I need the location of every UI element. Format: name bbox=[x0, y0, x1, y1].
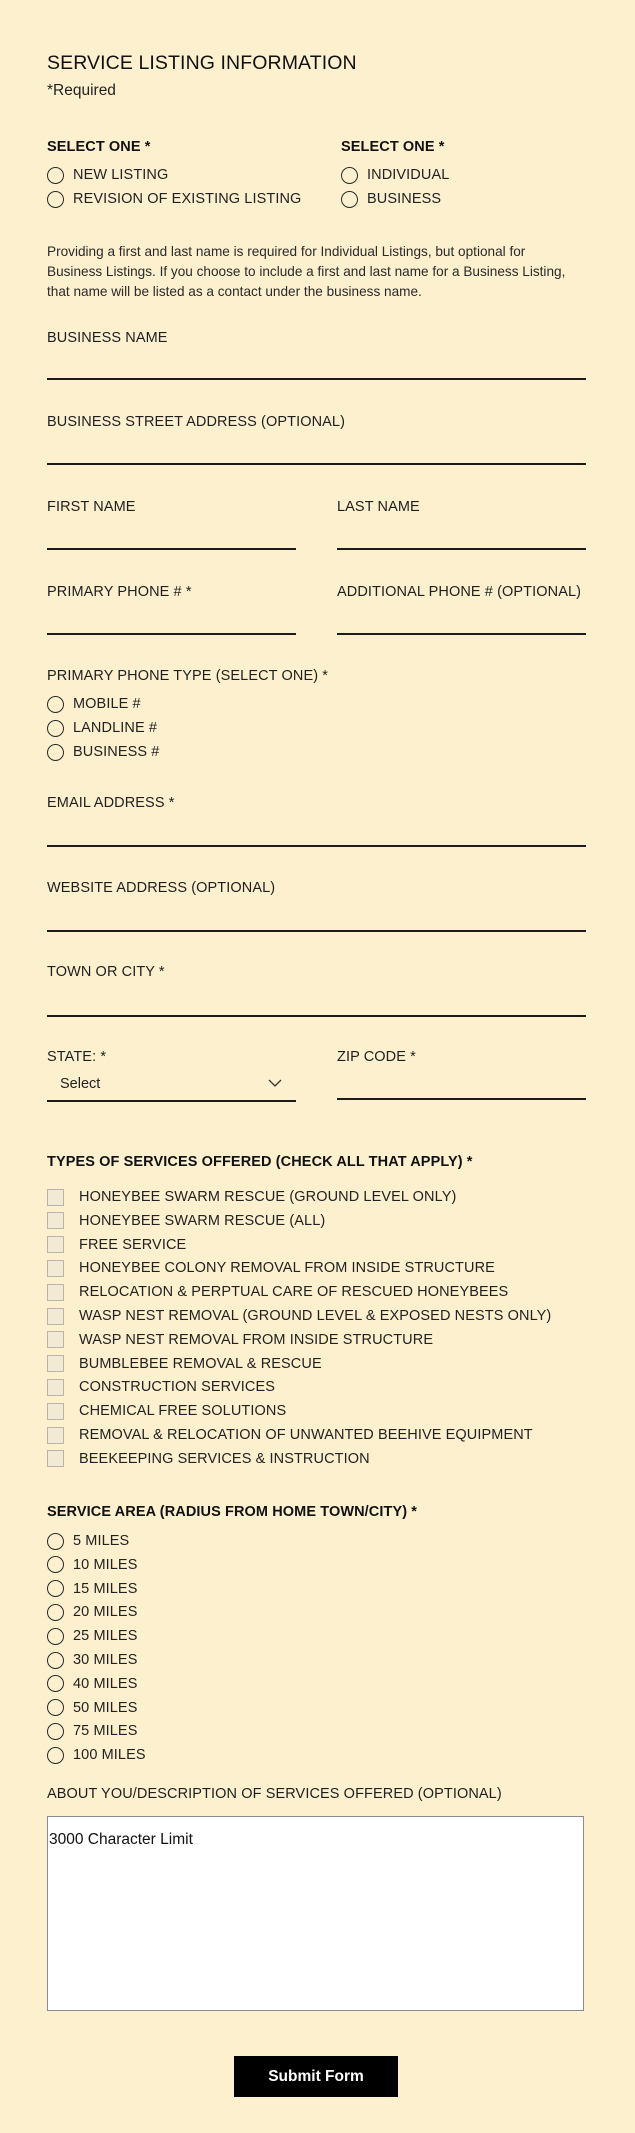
radio-circle[interactable] bbox=[47, 1675, 64, 1692]
radio-circle[interactable] bbox=[47, 696, 64, 713]
checkbox[interactable] bbox=[47, 1236, 64, 1253]
last-name-input[interactable] bbox=[337, 548, 586, 550]
town-input[interactable] bbox=[47, 1015, 586, 1017]
business-address-input[interactable] bbox=[47, 463, 586, 465]
checkbox[interactable] bbox=[47, 1212, 64, 1229]
service-area-option[interactable] bbox=[47, 1579, 137, 1599]
business-name-input[interactable] bbox=[47, 378, 586, 380]
checkbox[interactable] bbox=[47, 1189, 64, 1206]
checkbox[interactable] bbox=[47, 1450, 64, 1467]
service-area-option[interactable] bbox=[47, 1745, 146, 1765]
first-name-label: FIRST NAME bbox=[47, 499, 136, 515]
checkbox-label: RELOCATION & PERPTUAL CARE OF RESCUED HONEYBEES bbox=[79, 1284, 509, 1301]
primary-phone-input[interactable] bbox=[47, 633, 296, 635]
service-area-label: SERVICE AREA (RADIUS FROM HOME TOWN/CITY) * bbox=[47, 1504, 418, 1520]
service-option[interactable] bbox=[47, 1235, 186, 1255]
radio-individual[interactable] bbox=[341, 165, 449, 185]
radio-label: 5 MILES bbox=[73, 1533, 130, 1549]
service-option[interactable] bbox=[47, 1330, 433, 1350]
radio-business-phone[interactable] bbox=[47, 742, 159, 762]
radio-circle[interactable] bbox=[47, 1723, 64, 1740]
about-placeholder: 3000 Character Limit bbox=[49, 1831, 193, 1848]
additional-phone-label: ADDITIONAL PHONE # (OPTIONAL) bbox=[337, 584, 582, 600]
radio-mobile[interactable] bbox=[47, 694, 141, 714]
service-area-option[interactable] bbox=[47, 1674, 137, 1694]
checkbox-label: FREE SERVICE bbox=[79, 1236, 187, 1253]
radio-circle[interactable] bbox=[47, 1747, 64, 1764]
radio-label: NEW LISTING bbox=[73, 167, 169, 183]
radio-circle[interactable] bbox=[47, 1556, 64, 1573]
checkbox-label: WASP NEST REMOVAL (GROUND LEVEL & EXPOSED NESTS ONLY) bbox=[79, 1308, 552, 1324]
service-area-option[interactable] bbox=[47, 1650, 137, 1670]
checkbox-label: CHEMICAL FREE SOLUTIONS bbox=[79, 1403, 287, 1420]
listing-type-label: SELECT ONE * bbox=[47, 139, 151, 155]
checkbox[interactable] bbox=[47, 1308, 64, 1325]
radio-circle[interactable] bbox=[47, 1628, 64, 1645]
radio-label: 25 MILES bbox=[73, 1628, 138, 1645]
phone-type-label: PRIMARY PHONE TYPE (SELECT ONE) * bbox=[47, 668, 329, 684]
radio-landline[interactable] bbox=[47, 718, 157, 738]
checkbox[interactable] bbox=[47, 1379, 64, 1396]
radio-label: 100 MILES bbox=[73, 1747, 146, 1764]
state-label: STATE: * bbox=[47, 1049, 107, 1065]
radio-revision-listing[interactable] bbox=[47, 189, 301, 209]
services-label: TYPES OF SERVICES OFFERED (CHECK ALL THAT APPLY) * bbox=[47, 1154, 473, 1170]
submit-button[interactable]: Submit Form bbox=[234, 2056, 398, 2097]
service-option[interactable] bbox=[47, 1258, 495, 1278]
state-select[interactable] bbox=[47, 1068, 296, 1102]
radio-circle[interactable] bbox=[47, 720, 64, 737]
first-name-input[interactable] bbox=[47, 548, 296, 550]
state-select-value: Select bbox=[60, 1076, 101, 1092]
service-area-option[interactable] bbox=[47, 1555, 137, 1575]
checkbox-label: BUMBLEBEE REMOVAL & RESCUE bbox=[79, 1355, 322, 1372]
radio-circle[interactable] bbox=[47, 191, 64, 208]
info-paragraph: Providing a first and last name is required for Individual Listings, but optional for Business Listings. If you choose to include a first and last name for a Business Listing, that name will be listed as a contact under the business name. bbox=[47, 244, 566, 299]
last-name-label: LAST NAME bbox=[337, 499, 420, 515]
zip-input[interactable] bbox=[337, 1098, 586, 1100]
chevron-down-icon bbox=[268, 1078, 282, 1088]
checkbox[interactable] bbox=[47, 1427, 64, 1444]
radio-label: 15 MILES bbox=[73, 1580, 138, 1597]
service-option[interactable] bbox=[47, 1401, 286, 1421]
service-option[interactable] bbox=[47, 1282, 508, 1302]
radio-label: 20 MILES bbox=[73, 1604, 138, 1621]
radio-circle[interactable] bbox=[47, 167, 64, 184]
service-option[interactable] bbox=[47, 1354, 322, 1374]
checkbox-label: BEEKEEPING SERVICES & INSTRUCTION bbox=[79, 1450, 370, 1467]
checkbox-label: HONEYBEE SWARM RESCUE (GROUND LEVEL ONLY) bbox=[79, 1189, 457, 1205]
business-name-label: BUSINESS NAME bbox=[47, 330, 168, 346]
checkbox-label: HONEYBEE COLONY REMOVAL FROM INSIDE STRUCTURE bbox=[79, 1260, 495, 1277]
radio-circle[interactable] bbox=[341, 167, 358, 184]
radio-circle[interactable] bbox=[341, 191, 358, 208]
about-textarea[interactable] bbox=[47, 1816, 584, 2011]
checkbox-label: CONSTRUCTION SERVICES bbox=[79, 1379, 275, 1396]
radio-label: 10 MILES bbox=[73, 1556, 138, 1573]
required-note: *Required bbox=[47, 82, 116, 99]
radio-label: BUSINESS # bbox=[73, 744, 160, 760]
checkbox-label: HONEYBEE SWARM RESCUE (ALL) bbox=[79, 1212, 326, 1229]
listing-kind-label: SELECT ONE * bbox=[341, 139, 445, 155]
service-option[interactable] bbox=[47, 1306, 551, 1326]
service-option[interactable] bbox=[47, 1425, 533, 1445]
radio-new-listing[interactable] bbox=[47, 165, 168, 185]
radio-label: INDIVIDUAL bbox=[367, 167, 450, 183]
radio-circle[interactable] bbox=[47, 1533, 64, 1550]
service-area-option[interactable] bbox=[47, 1721, 137, 1741]
service-option[interactable] bbox=[47, 1377, 275, 1397]
radio-label: 30 MILES bbox=[73, 1652, 138, 1668]
service-area-option[interactable] bbox=[47, 1531, 129, 1551]
service-area-option[interactable] bbox=[47, 1602, 137, 1622]
radio-circle[interactable] bbox=[47, 1699, 64, 1716]
primary-phone-label: PRIMARY PHONE # * bbox=[47, 584, 192, 600]
email-input[interactable] bbox=[47, 845, 586, 847]
business-address-label: BUSINESS STREET ADDRESS (OPTIONAL) bbox=[47, 414, 346, 430]
service-option[interactable] bbox=[47, 1211, 325, 1231]
zip-label: ZIP CODE * bbox=[337, 1049, 416, 1065]
checkbox-label: WASP NEST REMOVAL FROM INSIDE STRUCTURE bbox=[79, 1331, 434, 1348]
checkbox[interactable] bbox=[47, 1355, 64, 1372]
checkbox[interactable] bbox=[47, 1260, 64, 1277]
radio-label: LANDLINE # bbox=[73, 720, 158, 736]
website-input[interactable] bbox=[47, 930, 586, 932]
town-label: TOWN OR CITY * bbox=[47, 964, 165, 980]
radio-label: 50 MILES bbox=[73, 1699, 138, 1716]
checkbox[interactable] bbox=[47, 1284, 64, 1301]
service-area-option[interactable] bbox=[47, 1698, 137, 1718]
form-title: SERVICE LISTING INFORMATION bbox=[47, 52, 357, 74]
about-label: ABOUT YOU/DESCRIPTION OF SERVICES OFFERED (OPTIONAL) bbox=[47, 1786, 502, 1802]
checkbox[interactable] bbox=[47, 1331, 64, 1348]
service-area-option[interactable] bbox=[47, 1626, 137, 1646]
email-label: EMAIL ADDRESS * bbox=[47, 795, 175, 811]
radio-label: MOBILE # bbox=[73, 696, 141, 712]
service-option[interactable] bbox=[47, 1449, 370, 1469]
additional-phone-input[interactable] bbox=[337, 633, 586, 635]
checkbox[interactable] bbox=[47, 1403, 64, 1420]
website-label: WEBSITE ADDRESS (OPTIONAL) bbox=[47, 880, 276, 896]
radio-label: 75 MILES bbox=[73, 1723, 138, 1740]
radio-business[interactable] bbox=[341, 189, 441, 209]
radio-circle[interactable] bbox=[47, 1604, 64, 1621]
checkbox-label: REMOVAL & RELOCATION OF UNWANTED BEEHIVE EQUIPMENT bbox=[79, 1427, 533, 1443]
service-option[interactable] bbox=[47, 1187, 456, 1207]
radio-circle[interactable] bbox=[47, 1580, 64, 1597]
radio-label: 40 MILES bbox=[73, 1675, 138, 1692]
radio-circle[interactable] bbox=[47, 1652, 64, 1669]
radio-label: BUSINESS bbox=[367, 191, 442, 207]
radio-label: REVISION OF EXISTING LISTING bbox=[73, 191, 302, 207]
radio-circle[interactable] bbox=[47, 744, 64, 761]
